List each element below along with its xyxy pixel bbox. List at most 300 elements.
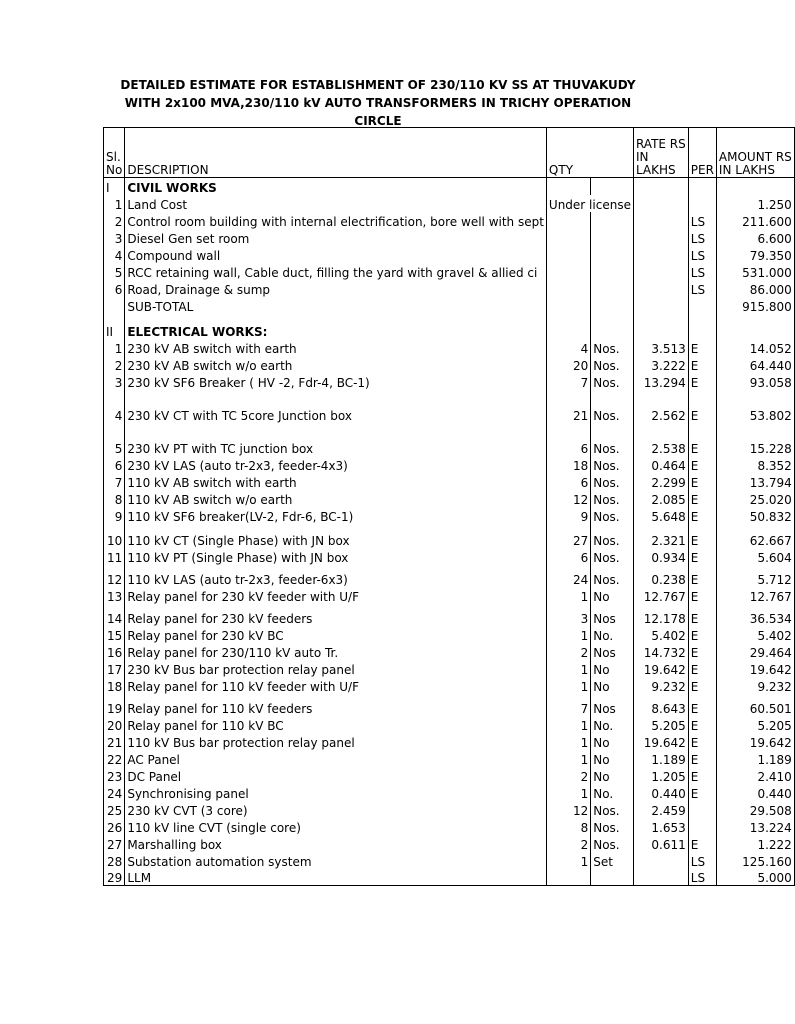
per: E [688, 373, 716, 390]
title-line-3: CIRCLE [354, 114, 402, 128]
amount: 14.052 [716, 339, 794, 356]
item-description [125, 565, 547, 587]
unit [591, 263, 634, 280]
serial-number: 20 [104, 716, 125, 733]
per: LS [688, 246, 716, 263]
serial-number: 21 [104, 733, 125, 750]
item-description [125, 784, 547, 801]
section-number: II [104, 314, 125, 339]
serial-number: 18 [104, 677, 125, 694]
quantity: 7 [546, 373, 590, 390]
item-description-text: RCC retaining wall, Cable duct, filling the yard with gravel & allied ci [127, 265, 538, 280]
rate: 1.653 [633, 818, 688, 835]
amount: 1.189 [716, 750, 794, 767]
rate: 2.085 [633, 490, 688, 507]
item-description [125, 677, 547, 694]
unit: Nos [591, 643, 634, 660]
rate-cell [633, 314, 688, 339]
unit: No [591, 767, 634, 784]
per [688, 818, 716, 835]
amount: 915.800 [716, 297, 794, 314]
amount: 5.000 [716, 869, 794, 886]
item-description-text: Relay panel for 110 kV feeders [127, 701, 313, 716]
unit: No [591, 677, 634, 694]
table-row [104, 733, 795, 750]
table-row [104, 835, 795, 852]
item-description [125, 604, 547, 626]
amount: 5.402 [716, 626, 794, 643]
amount: 5.604 [716, 548, 794, 565]
amount: 36.534 [716, 604, 794, 626]
rate: 0.238 [633, 565, 688, 587]
amount: 5.712 [716, 565, 794, 587]
table-row [104, 473, 795, 490]
table-row [104, 280, 795, 297]
item-description [125, 694, 547, 716]
quantity: 1 [546, 716, 590, 733]
header-amount [716, 128, 794, 178]
unit [591, 212, 634, 229]
amount: 6.600 [716, 229, 794, 246]
item-description [125, 390, 547, 423]
item-description-text: Relay panel for 230 kV feeder with U/F [127, 589, 359, 604]
table-row [104, 548, 795, 565]
serial-number: 4 [104, 390, 125, 423]
serial-number: 26 [104, 818, 125, 835]
rate: 2.538 [633, 423, 688, 456]
item-description [125, 212, 547, 229]
item-description [125, 643, 547, 660]
item-description-text: 110 kV PT (Single Phase) with JN box [127, 550, 349, 565]
quantity: 9 [546, 507, 590, 524]
rate [633, 263, 688, 280]
per: E [688, 507, 716, 524]
table-row [104, 263, 795, 280]
item-description-text: SUB-TOTAL [127, 299, 194, 314]
per: LS [688, 229, 716, 246]
rate: 3.513 [633, 339, 688, 356]
per: E [688, 716, 716, 733]
serial-number: 5 [104, 423, 125, 456]
amount: 12.767 [716, 587, 794, 604]
unit: Nos. [591, 524, 634, 548]
serial-number: 9 [104, 507, 125, 524]
unit: No [591, 733, 634, 750]
quantity [546, 297, 590, 314]
per: E [688, 750, 716, 767]
serial-number: 14 [104, 604, 125, 626]
per-cell [688, 178, 716, 195]
item-description [125, 507, 547, 524]
table-row [104, 767, 795, 784]
amount: 5.205 [716, 716, 794, 733]
table-row [104, 587, 795, 604]
table-row [104, 565, 795, 587]
item-description [125, 869, 547, 886]
per [688, 801, 716, 818]
item-description-text: DC Panel [127, 769, 182, 784]
serial-number [104, 297, 125, 314]
amount: 64.440 [716, 356, 794, 373]
amount: 19.642 [716, 660, 794, 677]
serial-number: 2 [104, 212, 125, 229]
item-description-text: Relay panel for 110 kV feeder with U/F [127, 679, 359, 694]
rate: 2.321 [633, 524, 688, 548]
item-description-text: Compound wall [127, 248, 221, 263]
serial-number: 28 [104, 852, 125, 869]
qty-cell [546, 178, 590, 195]
rate [633, 297, 688, 314]
unit: Nos. [591, 456, 634, 473]
item-description-text: 110 kV CT (Single Phase) with JN box [127, 533, 350, 548]
serial-number: 11 [104, 548, 125, 565]
amount: 29.464 [716, 643, 794, 660]
header-rate-line-3: LAKHS [635, 163, 676, 177]
unit: Nos. [591, 507, 634, 524]
per: E [688, 339, 716, 356]
quantity: 7 [546, 694, 590, 716]
rate: 2.562 [633, 390, 688, 423]
item-description [125, 490, 547, 507]
quantity: 2 [546, 835, 590, 852]
item-description [125, 548, 547, 565]
per: LS [688, 280, 716, 297]
per: LS [688, 212, 716, 229]
table-row [104, 784, 795, 801]
item-description-text: Diesel Gen set room [127, 231, 250, 246]
unit: Nos. [591, 490, 634, 507]
per: E [688, 767, 716, 784]
item-description-text: Synchronising panel [127, 786, 249, 801]
rate [633, 212, 688, 229]
serial-number: 29 [104, 869, 125, 886]
unit: Nos. [591, 548, 634, 565]
item-description-text: Land Cost [127, 197, 188, 212]
title-line-1: DETAILED ESTIMATE FOR ESTABLISHMENT OF 230/110 KV SS AT THUVAKUDY [120, 78, 636, 92]
item-description-text: Relay panel for 110 kV BC [127, 718, 284, 733]
quantity: 12 [546, 490, 590, 507]
rate: 1.189 [633, 750, 688, 767]
section-row [104, 314, 795, 339]
rate [633, 246, 688, 263]
serial-number: 3 [104, 373, 125, 390]
item-description-text: 230 kV AB switch with earth [127, 341, 297, 356]
table-row [104, 246, 795, 263]
table-row [104, 643, 795, 660]
rate: 12.767 [633, 587, 688, 604]
header-sl [104, 128, 125, 178]
item-description [125, 356, 547, 373]
amount: 0.440 [716, 784, 794, 801]
amount: 125.160 [716, 852, 794, 869]
serial-number: 10 [104, 524, 125, 548]
quantity: 12 [546, 801, 590, 818]
amount: 25.020 [716, 490, 794, 507]
unit: No [591, 660, 634, 677]
per [688, 195, 716, 212]
table-row [104, 694, 795, 716]
quantity [546, 280, 590, 297]
amount: 9.232 [716, 677, 794, 694]
serial-number: 6 [104, 280, 125, 297]
item-description-text: Marshalling box [127, 837, 222, 852]
quantity: 2 [546, 767, 590, 784]
item-description-text: Relay panel for 230 kV BC [127, 628, 284, 643]
serial-number: 19 [104, 694, 125, 716]
table-row [104, 507, 795, 524]
serial-number: 17 [104, 660, 125, 677]
serial-number: 6 [104, 456, 125, 473]
serial-number: 7 [104, 473, 125, 490]
unit-cell [591, 178, 634, 195]
section-title: ELECTRICAL WORKS: [125, 314, 547, 339]
item-description-text: 230 kV PT with TC junction box [127, 441, 314, 456]
table-row [104, 297, 795, 314]
item-description [125, 750, 547, 767]
serial-number: 16 [104, 643, 125, 660]
header-rate-line-1: RATE RS [635, 137, 686, 151]
table-row [104, 626, 795, 643]
table-row [104, 852, 795, 869]
item-description [125, 818, 547, 835]
quantity [546, 212, 590, 229]
table-row [104, 390, 795, 423]
quantity: 18 [546, 456, 590, 473]
unit: Nos. [591, 801, 634, 818]
table-row [104, 869, 795, 886]
table-row [104, 604, 795, 626]
quantity: 20 [546, 356, 590, 373]
amount: 15.228 [716, 423, 794, 456]
header-sl-line-2: No [106, 163, 123, 177]
quantity [546, 246, 590, 263]
amount: 8.352 [716, 456, 794, 473]
item-description-text: 230 kV LAS (auto tr-2x3, feeder-4x3) [127, 458, 348, 473]
amount: 62.667 [716, 524, 794, 548]
item-description [125, 423, 547, 456]
title-line-2: WITH 2x100 MVA,230/110 kV AUTO TRANSFORMERS IN TRICHY OPERATION [124, 96, 632, 110]
unit: Nos. [591, 835, 634, 852]
table-row [104, 801, 795, 818]
item-description-text: 230 kV CT with TC 5core Junction box [127, 408, 352, 423]
header-qty: QTY [546, 128, 633, 178]
quantity: 1 [546, 587, 590, 604]
rate: 1.205 [633, 767, 688, 784]
item-description-text: 110 kV AB switch with earth [127, 475, 297, 490]
unit [591, 297, 634, 314]
amount: 13.794 [716, 473, 794, 490]
rate-cell [633, 178, 688, 195]
qty-cell [546, 314, 590, 339]
per: E [688, 835, 716, 852]
quantity: 6 [546, 423, 590, 456]
unit: Nos. [591, 818, 634, 835]
per: E [688, 524, 716, 548]
per: E [688, 548, 716, 565]
unit: Nos [591, 604, 634, 626]
rate [633, 280, 688, 297]
per: E [688, 356, 716, 373]
rate: 19.642 [633, 733, 688, 750]
header-rate-line-2: IN [635, 150, 649, 164]
serial-number: 1 [104, 339, 125, 356]
amount-cell [716, 178, 794, 195]
table-row [104, 212, 795, 229]
item-description [125, 716, 547, 733]
serial-number: 4 [104, 246, 125, 263]
serial-number: 1 [104, 195, 125, 212]
amount: 1.250 [716, 195, 794, 212]
item-description [125, 587, 547, 604]
unit: Nos. [591, 356, 634, 373]
unit: No. [591, 784, 634, 801]
rate: 2.299 [633, 473, 688, 490]
unit [591, 246, 634, 263]
quantity: 6 [546, 473, 590, 490]
amount: 60.501 [716, 694, 794, 716]
per: E [688, 456, 716, 473]
serial-number: 25 [104, 801, 125, 818]
item-description-text: 110 kV Bus bar protection relay panel [127, 735, 355, 750]
serial-number: 15 [104, 626, 125, 643]
item-description [125, 733, 547, 750]
quantity: 3 [546, 604, 590, 626]
per: LS [688, 852, 716, 869]
amount: 86.000 [716, 280, 794, 297]
unit [591, 229, 634, 246]
serial-number: 2 [104, 356, 125, 373]
unit: No. [591, 716, 634, 733]
unit: Nos. [591, 565, 634, 587]
unit: Nos. [591, 473, 634, 490]
table-row [104, 677, 795, 694]
amount: 19.642 [716, 733, 794, 750]
per: E [688, 473, 716, 490]
unit: Set [591, 852, 634, 869]
amount: 531.000 [716, 263, 794, 280]
table-row [104, 716, 795, 733]
amount: 53.802 [716, 390, 794, 423]
item-description [125, 767, 547, 784]
header-row [104, 128, 795, 178]
unit: No [591, 750, 634, 767]
item-description-text: 230 kV CVT (3 core) [127, 803, 248, 818]
table-row [104, 423, 795, 456]
quantity: Under license [546, 195, 633, 212]
header-amount-line-2: IN LAKHS [718, 163, 775, 177]
item-description [125, 246, 547, 263]
serial-number: 24 [104, 784, 125, 801]
item-description-text: 110 kV line CVT (single core) [127, 820, 301, 835]
quantity: 1 [546, 852, 590, 869]
item-description-text: Relay panel for 230/110 kV auto Tr. [127, 645, 339, 660]
item-description [125, 660, 547, 677]
item-description [125, 801, 547, 818]
rate: 5.402 [633, 626, 688, 643]
per [688, 297, 716, 314]
rate: 12.178 [633, 604, 688, 626]
quantity [546, 229, 590, 246]
unit: Nos [591, 694, 634, 716]
quantity: 1 [546, 784, 590, 801]
item-description [125, 297, 547, 314]
unit: No. [591, 626, 634, 643]
quantity: 1 [546, 660, 590, 677]
rate: 14.732 [633, 643, 688, 660]
document-title [104, 76, 652, 130]
rate: 0.934 [633, 548, 688, 565]
table-row [104, 818, 795, 835]
unit: Nos. [591, 373, 634, 390]
per: E [688, 490, 716, 507]
item-description-text: AC Panel [127, 752, 180, 767]
table-row [104, 456, 795, 473]
per: E [688, 784, 716, 801]
unit [591, 869, 634, 886]
item-description-text: 230 kV SF6 Breaker ( HV -2, Fdr-4, BC-1) [127, 375, 370, 390]
table-row [104, 373, 795, 390]
serial-number: 27 [104, 835, 125, 852]
rate: 19.642 [633, 660, 688, 677]
quantity: 1 [546, 733, 590, 750]
table-row [104, 195, 795, 212]
quantity [546, 869, 590, 886]
rate: 5.648 [633, 507, 688, 524]
amount: 79.350 [716, 246, 794, 263]
quantity: 2 [546, 643, 590, 660]
amount: 211.600 [716, 212, 794, 229]
section-title: CIVIL WORKS [125, 178, 547, 195]
quantity: 21 [546, 390, 590, 423]
per: E [688, 390, 716, 423]
per: E [688, 733, 716, 750]
rate [633, 852, 688, 869]
quantity: 1 [546, 677, 590, 694]
amount: 2.410 [716, 767, 794, 784]
item-description-text: Road, Drainage & sump [127, 282, 271, 297]
per: E [688, 643, 716, 660]
serial-number: 5 [104, 263, 125, 280]
amount-cell [716, 314, 794, 339]
quantity [546, 263, 590, 280]
quantity: 1 [546, 750, 590, 767]
per: LS [688, 869, 716, 886]
per: E [688, 694, 716, 716]
unit-cell [591, 314, 634, 339]
item-description [125, 456, 547, 473]
per: E [688, 565, 716, 587]
item-description [125, 195, 547, 212]
item-description [125, 263, 547, 280]
amount: 50.832 [716, 507, 794, 524]
rate: 3.222 [633, 356, 688, 373]
serial-number: 13 [104, 587, 125, 604]
header-per: PER [688, 128, 716, 178]
rate [633, 229, 688, 246]
rate: 8.643 [633, 694, 688, 716]
item-description [125, 835, 547, 852]
quantity: 1 [546, 626, 590, 643]
quantity: 27 [546, 524, 590, 548]
table-row [104, 660, 795, 677]
quantity: 24 [546, 565, 590, 587]
serial-number: 8 [104, 490, 125, 507]
item-description [125, 626, 547, 643]
rate: 0.440 [633, 784, 688, 801]
unit: No [591, 587, 634, 604]
section-row [104, 178, 795, 195]
item-description-text: 110 kV AB switch w/o earth [127, 492, 293, 507]
